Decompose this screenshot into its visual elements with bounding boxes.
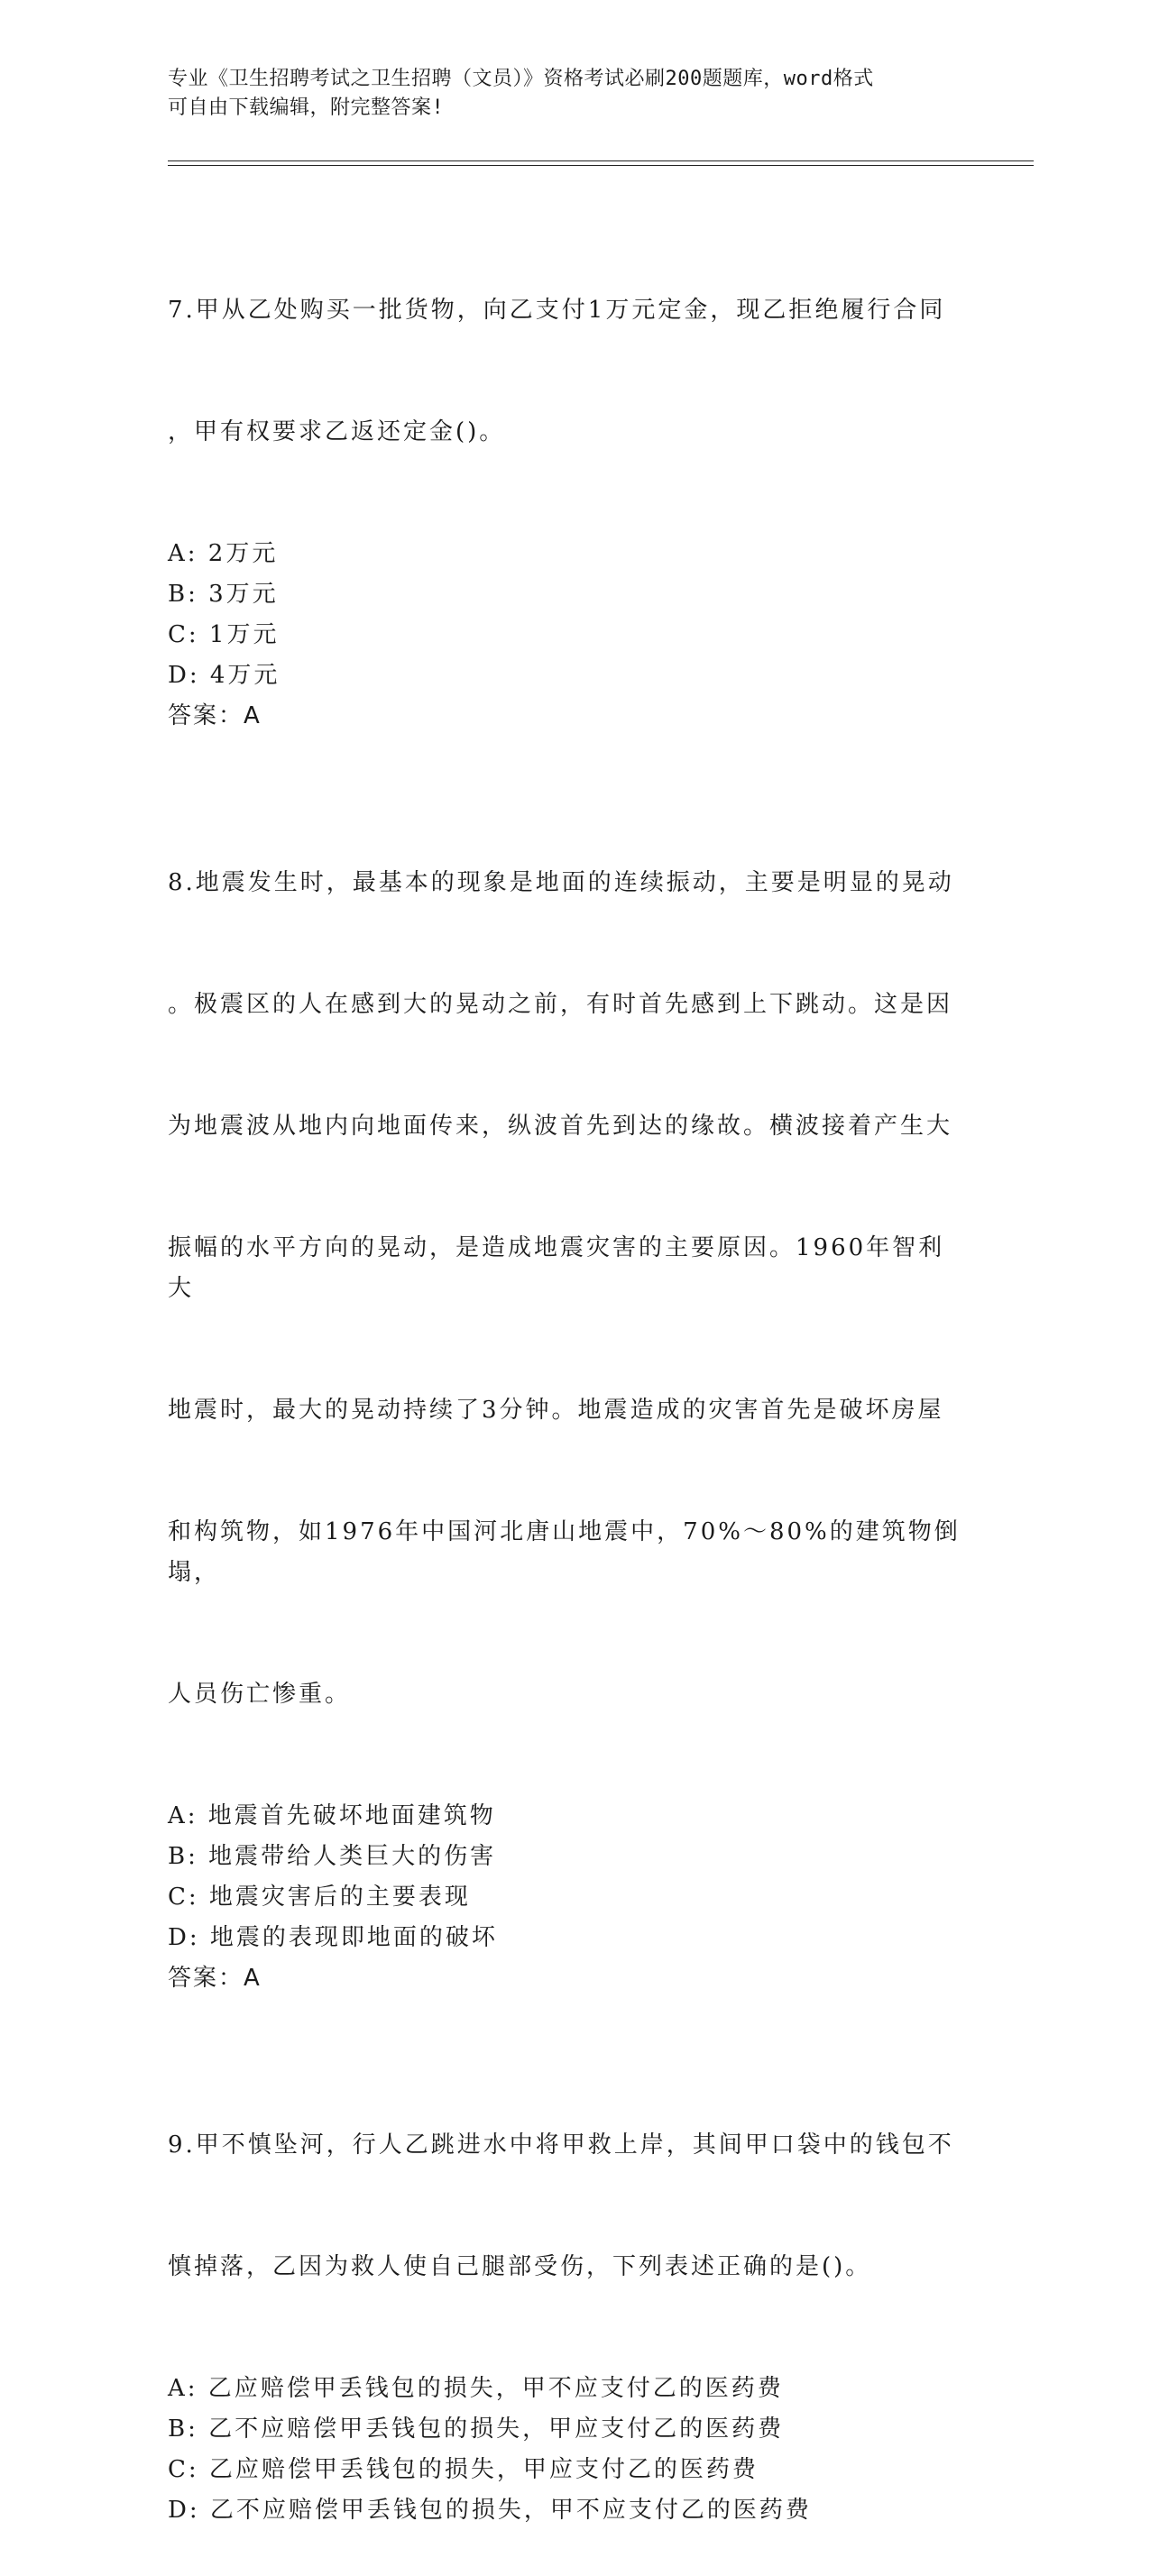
question-text	[168, 209, 961, 534]
document-header	[168, 65, 961, 123]
question-text	[168, 2044, 961, 2369]
option-a: A: 地震首先破坏地面建筑物	[168, 1802, 496, 1829]
question-text-line: ，甲有权要求乙返还定金()。	[168, 418, 506, 445]
option-c: C: 1万元	[168, 621, 280, 648]
header-line-2: 可自由下载编辑，附完整答案!	[168, 96, 445, 119]
question-text	[168, 782, 961, 1796]
option-c: C: 地震灾害后的主要表现	[168, 1884, 471, 1911]
option-c: C: 乙应赔偿甲丢钱包的损失，甲应支付乙的医药费	[168, 2456, 759, 2483]
question-text-line: 振幅的水平方向的晃动，是造成地震灾害的主要原因。1960年智利大	[168, 1234, 945, 1302]
question-9	[168, 2044, 961, 2531]
answer-line: 答案：A	[168, 1965, 262, 1992]
option-b: B: 3万元	[168, 581, 279, 608]
question-8	[168, 782, 961, 1999]
question-text-line: 9.甲不慎坠河，行人乙跳进水中将甲救上岸，其间甲口袋中的钱包不	[168, 2131, 954, 2159]
question-text-line: 。极震区的人在感到大的晃动之前，有时首先感到上下跳动。这是因	[168, 991, 953, 1018]
header-divider-bottom	[168, 165, 1034, 166]
answer-line: 答案：A	[168, 702, 262, 729]
option-d: D: 地震的表现即地面的破坏	[168, 1924, 498, 1951]
option-b: B: 地震带给人类巨大的伤害	[168, 1843, 497, 1870]
header-line-1: 专业《卫生招聘考试之卫生招聘（文员）》资格考试必刷200题题库，word格式	[168, 68, 874, 90]
question-7	[168, 209, 961, 737]
question-text-line: 为地震波从地内向地面传来，纵波首先到达的缘故。横波接着产生大	[168, 1113, 953, 1140]
question-text-line: 地震时，最大的晃动持续了3分钟。地震造成的灾害首先是破坏房屋	[168, 1397, 944, 1424]
header-divider-top	[168, 160, 1034, 161]
option-a: A: 乙应赔偿甲丢钱包的损失，甲不应支付乙的医药费	[168, 2375, 784, 2402]
question-text-line: 7.甲从乙处购买一批货物，向乙支付1万元定金，现乙拒绝履行合同	[168, 297, 946, 324]
option-d: D: 乙不应赔偿甲丢钱包的损失，甲不应支付乙的医药费	[168, 2497, 812, 2524]
option-b: B: 乙不应赔偿甲丢钱包的损失，甲应支付乙的医药费	[168, 2416, 785, 2443]
question-text-line: 慎掉落，乙因为救人使自己腿部受伤，下列表述正确的是()。	[168, 2253, 872, 2280]
question-text-line: 和构筑物，如1976年中国河北唐山地震中，70%～80%的建筑物倒塌，	[168, 1518, 961, 1586]
option-a: A: 2万元	[168, 540, 279, 567]
question-text-line: 8.地震发生时，最基本的现象是地面的连续振动，主要是明显的晃动	[168, 869, 954, 896]
question-list	[168, 209, 961, 2576]
option-d: D: 4万元	[168, 662, 281, 689]
question-text-line: 人员伤亡惨重。	[168, 1681, 352, 1708]
